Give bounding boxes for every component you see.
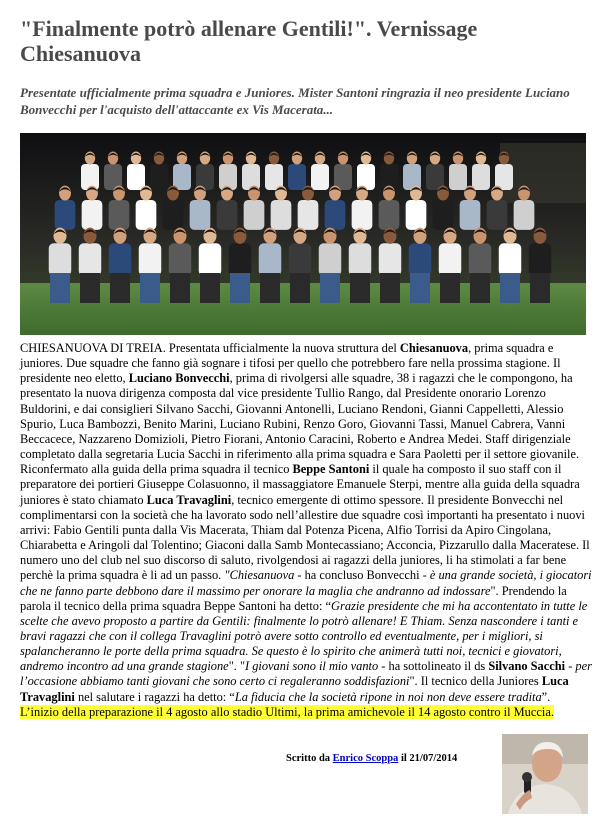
body-segment: "Chiesanuova bbox=[224, 568, 295, 583]
body-segment: Luca Travaglini bbox=[20, 674, 569, 704]
person-body bbox=[136, 200, 157, 230]
person-body bbox=[325, 200, 346, 230]
person-legs bbox=[290, 273, 310, 303]
person-legs bbox=[260, 273, 280, 303]
body-segment: CHIESANUOVA DI TREIA. Presentata ufficialmente la nuova struttura del bbox=[20, 341, 400, 355]
byline-date: il 21/07/2014 bbox=[398, 753, 458, 764]
person-body bbox=[449, 164, 467, 190]
person-body bbox=[169, 243, 192, 276]
person-legs bbox=[320, 273, 340, 303]
person-body bbox=[163, 200, 184, 230]
person-body bbox=[109, 243, 132, 276]
person-legs bbox=[530, 273, 550, 303]
person-body bbox=[217, 200, 238, 230]
person-legs bbox=[410, 273, 430, 303]
person-legs bbox=[200, 273, 220, 303]
person-body bbox=[433, 200, 454, 230]
person-body bbox=[357, 164, 375, 190]
person-legs bbox=[500, 273, 520, 303]
person-body bbox=[79, 243, 102, 276]
byline bbox=[286, 753, 457, 764]
body-segment: nel salutare i ragazzi ha detto: “ bbox=[74, 689, 235, 704]
person-legs bbox=[380, 273, 400, 303]
person-legs bbox=[350, 273, 370, 303]
person-legs bbox=[440, 273, 460, 303]
body-segment: Grazie presidente che mi ha accontentato in tutte le scelte che avevo proposto a partire da Gentili: finalmente lo potrò allenare! E Thiam. Senza nascondere i tanti e bravi ragazzi che con il collega Travaglini potrò avere sotto controllo ed eventualmente, per i migliori, si spalancheranno le porte della prima squadra. Se questo è lo spirito che animerà tutti noi, tecnici e giovatori, andremo incontro ad una grande stagione bbox=[20, 598, 588, 674]
body-segment: Silvano Sacchi bbox=[488, 659, 566, 674]
person-body bbox=[229, 243, 252, 276]
body-segment: ". Il tecnico della Juniores bbox=[409, 674, 542, 689]
body-segment: il quale ha composto il suo staff con il preparatore dei portieri Giuseppe Colasuonno, il massaggiatore Emanuele Sterpi, mentre alla guida della squadra juniores è stato chiamato bbox=[20, 462, 580, 507]
body-segment: Beppe Santoni bbox=[292, 462, 370, 477]
person-body bbox=[49, 243, 72, 276]
person-body bbox=[259, 243, 282, 276]
article-title: "Finalmente potrò allenare Gentili!". Vernissage Chiesanuova bbox=[20, 16, 478, 66]
person-body bbox=[271, 200, 292, 230]
body-segment: Chiesanuova bbox=[399, 341, 469, 355]
highlighted-text: L’inizio della preparazione il 4 agosto allo stadio Ultimi, la prima amichevole il 14 agosto contro il Muccia. bbox=[20, 704, 554, 719]
person-body bbox=[109, 200, 130, 230]
person-body bbox=[403, 164, 421, 190]
person-legs bbox=[80, 273, 100, 303]
article-body bbox=[20, 341, 592, 720]
body-segment: , tecnico emergente di ottimo spessore. Il presidente Bonvecchi nel complimentarsi con la società che ha lavorato sodo nell’allestire due squadre così importanti ha presentato i nuovi arrivi: Fabio Gentili punta dalla Vis Macerata, Thiam dal Potenza Picena, Alfio Torrisi da Apiro Cingolana, Chiarabetta e Aringoli dal Tolentino; Giaconi dalla Samb Montecassiano; Acconcia, Pizzarullo dalla Maceratese. Il numero uno del club nel suo discorso di saluto, rivolgendosi ai ragazzi della juniores, li ha stimolati a far bene perchè la prima squadra è li ad un passo. bbox=[20, 492, 590, 583]
author-portrait-image bbox=[502, 734, 588, 814]
team-photo-image bbox=[20, 133, 586, 335]
person-body bbox=[288, 164, 306, 190]
person-body bbox=[242, 164, 260, 190]
person-body bbox=[349, 243, 372, 276]
person-legs bbox=[170, 273, 190, 303]
person-body bbox=[127, 164, 145, 190]
body-segment: per l’occasione abbiamo tanti giovani che sono certo ci regaleranno soddisfazioni bbox=[20, 659, 592, 689]
person-body bbox=[352, 200, 373, 230]
body-segment: è una grande società, i giocatori che ne fanno parte debbono dare il massimo per onorare la maglia che andranno ad indossare bbox=[20, 568, 592, 598]
person-legs bbox=[140, 273, 160, 303]
person-body bbox=[199, 243, 222, 276]
person-body bbox=[514, 200, 535, 230]
person-body bbox=[55, 200, 76, 230]
person-body bbox=[311, 164, 329, 190]
person-body bbox=[472, 164, 490, 190]
person-legs bbox=[230, 273, 250, 303]
person-body bbox=[244, 200, 265, 230]
person-body bbox=[469, 243, 492, 276]
body-segment: , prima di rivolgersi alle squadre, 38 i ragazzi che le compongono, ha presentato la nuova dirigenza composta dal vice presidente Tullio Rango, dal Presidente onorario Lorenzo Buldorini, e dai consiglieri Silvano Sacchi, Giovanni Antonelli, Luciano Rendoni, Gianni Cappelletti, Alessio Spurio, Luca Bambozzi, Benito Marini, Luciano Rubini, Renzo Goro, Giovanni Tassi, Manuel Cabrera, Vanni Beccacece, Nazzareno Domizioli, Pietro Fiorani, Antonio Caracini, Roberto e Andrea Medei. Staff dirigenziale completato dalla segretaria Lucia Sacchi in riferimento alla prima squadra e Sara Paoletti per il settore giovanile. Riconfermato alla guida della prima squadra il tecnico bbox=[20, 371, 580, 477]
person-body bbox=[173, 164, 191, 190]
body-segment: ". " bbox=[228, 659, 245, 674]
person-body bbox=[406, 200, 427, 230]
person-body bbox=[289, 243, 312, 276]
person-legs bbox=[50, 273, 70, 303]
body-segment: , prima squadra e juniores. Due squadre che fanno già sognare i tifosi per quello che potrebbero fare nella prossima stagione. Il presidente neo eletto, bbox=[20, 341, 561, 386]
person-body bbox=[439, 243, 462, 276]
article-lead: Presentate ufficialmente prima squadra e Juniores. Mister Santoni ringrazia il neo presidente Luciano Bonvecchi per l'acquisto dell'attaccante ex Vis Macerata... bbox=[20, 85, 570, 117]
person-legs bbox=[470, 273, 490, 303]
body-segment: La fiducia che la società ripone in noi non deve essere tradita bbox=[234, 689, 542, 704]
person-body bbox=[499, 243, 522, 276]
person-body bbox=[190, 200, 211, 230]
person-body bbox=[460, 200, 481, 230]
body-segment: ". Prendendo la parola il tecnico della prima squadra Beppe Santoni ha detto: “ bbox=[20, 583, 567, 613]
person-body bbox=[139, 243, 162, 276]
body-segment: - bbox=[565, 659, 576, 674]
person-body bbox=[150, 164, 168, 190]
person-body bbox=[379, 200, 400, 230]
author-link[interactable]: Enrico Scoppa bbox=[332, 753, 399, 764]
person-body bbox=[409, 243, 432, 276]
body-segment: ”. bbox=[541, 689, 551, 704]
person-body bbox=[319, 243, 342, 276]
body-segment: I giovani sono il mio vanto bbox=[245, 659, 379, 674]
person-legs bbox=[110, 273, 130, 303]
person-body bbox=[529, 243, 552, 276]
body-segment: - ha concluso Bonvecchi - bbox=[294, 568, 430, 583]
body-segment: Luciano Bonvecchi bbox=[128, 371, 230, 386]
person-body bbox=[298, 200, 319, 230]
person-body bbox=[82, 200, 103, 230]
byline-prefix: Scritto da bbox=[286, 753, 333, 764]
person-body bbox=[487, 200, 508, 230]
body-segment: Luca Travaglini bbox=[146, 492, 232, 507]
body-segment: - ha sottolineato il ds bbox=[378, 659, 489, 674]
person-body bbox=[379, 243, 402, 276]
